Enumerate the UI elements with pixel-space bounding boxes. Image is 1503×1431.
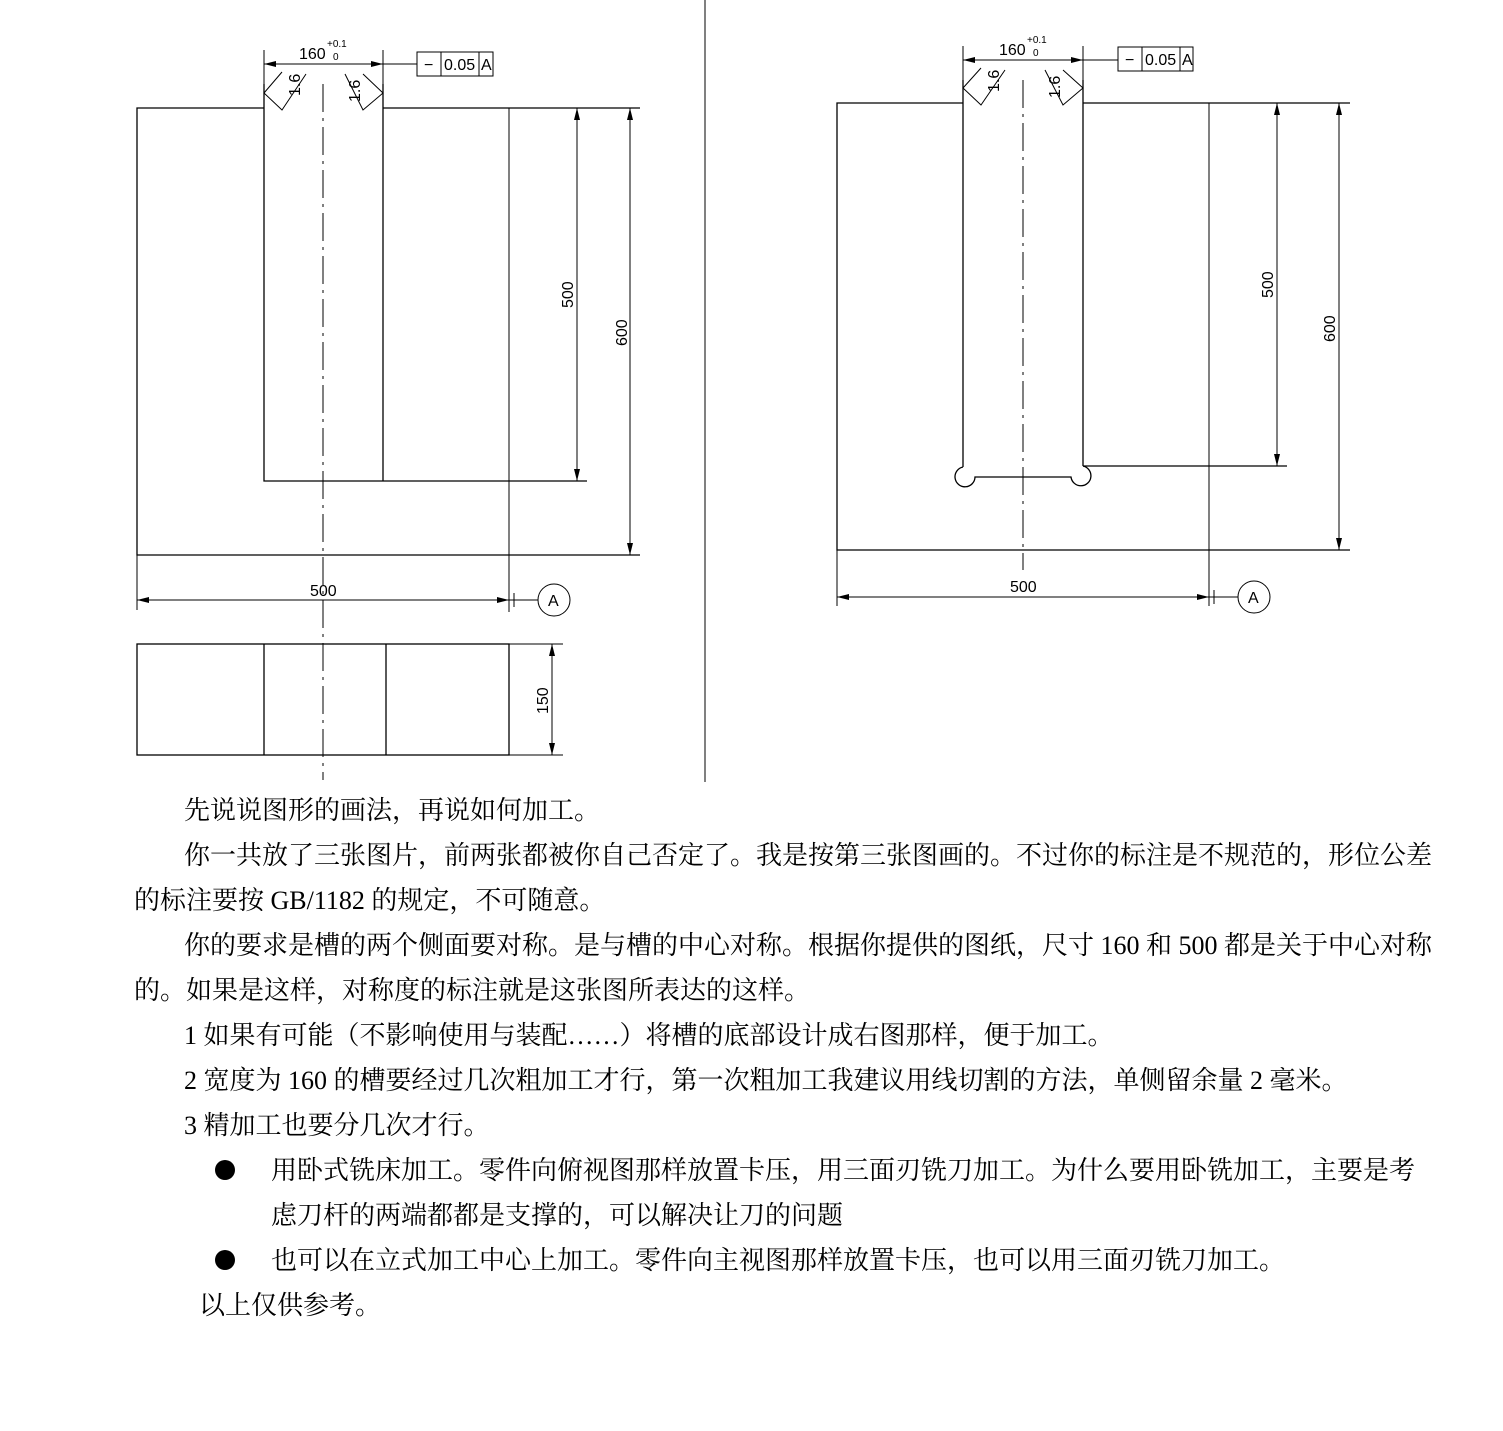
svg-text:1.6: 1.6: [1047, 75, 1064, 98]
left-roughness-symbol-right: [345, 74, 383, 110]
svg-text:+0.1: +0.1: [1027, 35, 1047, 46]
left-top-view: [137, 644, 563, 755]
svg-text:150: 150: [535, 687, 552, 714]
left-drawing: [137, 39, 640, 780]
left-tol-lower: 0: [333, 52, 339, 63]
left-tol-symbol: −: [424, 57, 434, 74]
bullet-item-vertical-machining: [0, 1238, 1503, 1283]
svg-text:500: 500: [1260, 271, 1277, 298]
right-drawing: [837, 35, 1350, 613]
left-dim-160-label: 160: [299, 46, 326, 63]
numbered-item-3: 3 精加工也要分几次才行。: [184, 1111, 490, 1140]
right-tolerance-frame: [1118, 47, 1193, 71]
svg-text:500: 500: [310, 583, 337, 600]
left-front-view-outline: [137, 84, 640, 612]
left-roughness-symbol-left: [264, 72, 306, 110]
right-dim-500-horizontal: [837, 550, 1238, 606]
left-tol-datum: A: [481, 57, 492, 74]
right-dim-500-vertical: [1260, 103, 1280, 466]
paragraph-drawing-standard: 你一共放了三张图片，前两张都被你自己否定了。我是按第三张图画的。不过你的标注是不规范的，形位公差的标注要按 GB/1182 的规定，不可随意。: [134, 841, 1433, 915]
svg-text:A: A: [548, 593, 559, 610]
left-dim-500-horizontal: [137, 555, 538, 610]
right-datum-a: [1238, 581, 1270, 613]
svg-text:1.6: 1.6: [347, 79, 364, 102]
bullet-item-horizontal-milling: [0, 1148, 1503, 1238]
svg-text:1.6: 1.6: [986, 69, 1003, 92]
left-dim-500-vertical: [560, 108, 580, 481]
left-tol-upper: +0.1: [327, 39, 347, 50]
svg-text:0.05: 0.05: [1145, 52, 1177, 69]
numbered-item-1: 1 如果有可能（不影响使用与装配……）将槽的底部设计成右图那样，便于加工。: [184, 1021, 1114, 1050]
bullet-text-2: 也可以在立式加工中心上加工。零件向主视图那样放置卡压，也可以用三面刃铣刀加工。: [271, 1246, 1286, 1275]
left-dim-150: [535, 644, 555, 755]
svg-text:160: 160: [999, 42, 1026, 59]
left-datum-a: [538, 584, 570, 616]
closing-line: 以上仅供参考。: [199, 1291, 382, 1320]
paragraph-symmetry: 你的要求是槽的两个侧面要对称。是与槽的中心对称。根据你提供的图纸，尺寸 160 和 500 都是关于中心对称的。如果是这样，对称度的标注就是这张图所表达的这样。: [134, 931, 1433, 1005]
svg-text:500: 500: [1010, 579, 1037, 596]
svg-text:1.6: 1.6: [287, 73, 304, 96]
svg-text:500: 500: [560, 281, 577, 308]
bullet-dot-icon: [215, 1160, 235, 1180]
explanation-text: [0, 788, 1503, 1328]
left-dim-600-vertical: [614, 108, 633, 555]
right-front-view-outline: [837, 80, 1350, 606]
bullet-text-1: 用卧式铣床加工。零件向俯视图那样放置卡压，用三面刃铣刀加工。为什么要用卧铣加工，主要是考虑刀杆的两端都都是支撑的，可以解决让刀的问题: [271, 1156, 1416, 1230]
left-tol-value: 0.05: [444, 57, 476, 74]
bullet-dot-icon: [215, 1250, 235, 1270]
intro-paragraph: 先说说图形的画法，再说如何加工。: [184, 796, 601, 825]
svg-text:A: A: [1248, 590, 1259, 607]
svg-text:0: 0: [1033, 48, 1039, 59]
right-dim-600-vertical: [1322, 103, 1342, 550]
svg-text:−: −: [1125, 52, 1135, 69]
numbered-item-2: 2 宽度为 160 的槽要经过几次粗加工才行，第一次粗加工我建议用线切割的方法，单侧留余量 2 毫米。: [184, 1066, 1348, 1095]
left-tolerance-frame: [417, 52, 493, 76]
svg-text:A: A: [1182, 52, 1193, 69]
right-roughness-symbol-right: [1045, 70, 1083, 105]
svg-text:600: 600: [1322, 315, 1339, 342]
right-roughness-symbol-left: [963, 68, 1005, 105]
svg-text:600: 600: [614, 319, 631, 346]
